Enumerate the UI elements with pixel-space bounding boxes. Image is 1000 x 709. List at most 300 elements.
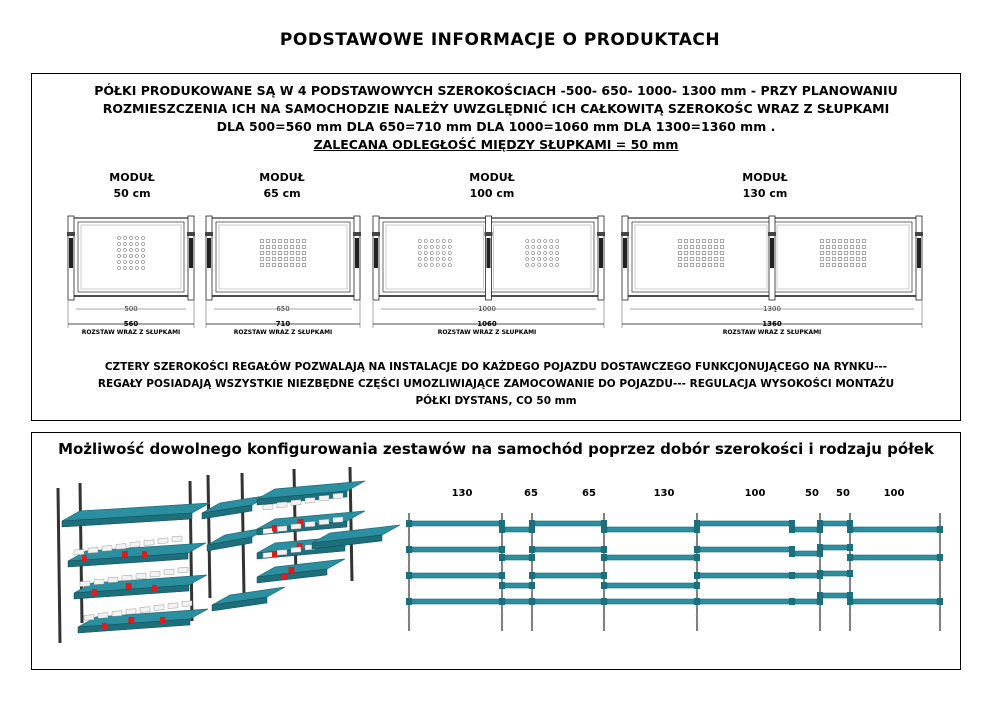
iso-grid-cell [80,581,90,587]
vent-hole [844,246,848,249]
iso-grid-cell [154,605,164,611]
vent-hole [820,240,824,243]
vent-hole [129,254,132,257]
iso-red-clip [272,551,277,557]
front-shelf [505,599,529,604]
vent-hole [684,264,688,267]
iso-grid-cell [263,528,273,534]
vent-hole [544,239,547,242]
post-clip [353,232,361,236]
vent-hole [690,246,694,249]
vent-hole [538,263,541,266]
vent-hole [526,245,529,248]
iso-grid-cell [319,495,329,501]
vent-hole [424,257,427,260]
vent-hole [278,252,282,255]
vent-hole [272,264,276,267]
vent-hole [296,264,300,267]
shelf-panel-inner [219,225,347,289]
vent-hole [117,260,120,263]
vent-hole [826,264,830,267]
vent-hole [690,252,694,255]
vent-hole [302,258,306,261]
vent-hole [720,258,724,261]
shelf-bracket [529,546,535,553]
front-shelf [700,547,789,552]
post-bracket [374,238,378,268]
vent-hole [720,252,724,255]
vent-hole [278,246,282,249]
vent-hole [442,245,445,248]
vent-hole [862,240,866,243]
vent-hole [296,246,300,249]
shelf-bracket [529,554,535,561]
module-65-label: MODUŁ 65 cm [259,171,305,200]
vent-hole [556,245,559,248]
iso-grid-cell [277,550,287,556]
iso-grid-cell [172,536,182,542]
front-shelf [535,521,601,526]
intro-line-4: ZALECANA ODLEGŁOŚĆ MIĘDZY SŁUPKAMI = 50 mm [313,137,679,152]
vent-hole [135,248,138,251]
front-shelf [412,599,499,604]
post-clip [621,232,629,236]
vent-hole [272,246,276,249]
front-shelf [607,555,694,560]
vent-hole [820,246,824,249]
vent-hole [141,242,144,245]
vent-hole [526,263,529,266]
vent-hole [862,264,866,267]
iso-red-clip [160,617,165,623]
vent-hole [678,252,682,255]
iso-grid-cell [319,519,329,525]
vent-hole [556,239,559,242]
module-50-outer: 560 [123,320,139,328]
shelf-bracket [601,526,607,533]
vent-hole [266,252,270,255]
column-width-label: 100 [883,488,905,499]
vent-hole [838,246,842,249]
vent-hole [684,252,688,255]
iso-grid-cell [74,549,84,555]
page-title: PODSTAWOWE INFORMACJE O PRODUKTACH [279,30,721,50]
vent-hole [850,246,854,249]
shelf-bracket [406,598,412,605]
iso-post [58,488,60,643]
vent-hole [448,263,451,266]
vent-hole [826,258,830,261]
shelf-bracket [601,572,607,579]
vent-hole [856,252,860,255]
vent-hole [266,258,270,261]
configuration-panel [31,432,961,670]
shelf-bracket [817,550,823,557]
vent-hole [266,264,270,267]
vent-hole [856,264,860,267]
front-shelf [607,583,694,588]
vent-hole [135,242,138,245]
shelf-bracket [694,520,700,527]
module-65-outer: 710 [275,320,291,328]
vent-hole [702,258,706,261]
vent-hole [448,239,451,242]
shelf-bracket [694,554,700,561]
vent-hole [856,258,860,261]
iso-grid-cell [158,538,168,544]
front-shelf [795,573,817,578]
vent-hole [532,251,535,254]
configuration-heading: Możliwość dowolnego konfigurowania zestawów na samochód poprzez dobór szerokości i rodzaju półek [58,440,934,458]
vent-hole [820,258,824,261]
vent-hole [678,258,682,261]
iso-grid-cell [94,579,104,585]
vent-hole [532,257,535,260]
vent-hole [696,240,700,243]
vent-hole [278,258,282,261]
vent-hole [708,240,712,243]
vent-hole [832,258,836,261]
vent-hole [838,252,842,255]
vent-hole [260,246,264,249]
iso-grid-cell [263,552,273,558]
vent-hole [708,252,712,255]
vent-hole [284,240,288,243]
vent-hole [436,257,439,260]
vent-hole [129,260,132,263]
vent-hole [129,248,132,251]
iso-grid-cell [305,521,315,527]
vent-hole [302,246,306,249]
vent-hole [418,251,421,254]
iso-grid-cell [144,540,154,546]
vent-hole [436,239,439,242]
iso-grid-cell [291,524,301,530]
iso-grid-cell [84,615,94,621]
post-clip [768,232,776,236]
vent-hole [117,242,120,245]
iso-red-clip [152,585,157,591]
front-shelf [412,547,499,552]
vent-hole [684,258,688,261]
vent-hole [544,263,547,266]
shelf-bracket [499,598,505,605]
vent-hole [532,263,535,266]
iso-grid-cell [168,603,178,609]
vent-hole [302,252,306,255]
vent-hole [720,264,724,267]
vent-hole [850,252,854,255]
vent-hole [442,257,445,260]
shelf-bracket [694,572,700,579]
vent-hole [284,252,288,255]
post-clip [187,232,195,236]
shelf-bracket [847,520,853,527]
vent-hole [844,240,848,243]
vent-hole [844,252,848,255]
vent-hole [272,240,276,243]
shelf-panel-inner [386,225,484,289]
footer-line-1: CZTERY SZEROKOŚCI REGAŁÓW POZWALAJĄ NA INSTALACJE DO KAŻDEGO POJAZDU DOSTAWCZEGO FUNKCJONUJĄCEGO NA RYNKU--- [104,361,888,373]
vent-hole [702,246,706,249]
vent-hole [442,239,445,242]
shelf-bracket [601,582,607,589]
shelf-bracket [529,520,535,527]
vent-hole [838,240,842,243]
module-65-inner: 650 [276,305,290,313]
iso-grid-cell [333,493,343,499]
vent-hole [129,242,132,245]
iso-grid-cell [305,497,315,503]
vent-hole [526,257,529,260]
iso-grid-cell [108,577,118,583]
vent-hole [123,260,126,263]
vent-hole [418,239,421,242]
vent-hole [436,245,439,248]
vent-hole [296,252,300,255]
vent-hole [296,258,300,261]
vent-hole [832,246,836,249]
front-shelf [505,555,529,560]
vent-hole [850,258,854,261]
vent-hole [720,246,724,249]
shelf-panel [383,222,487,292]
vent-hole [436,263,439,266]
shelf-panel [491,222,595,292]
vent-hole [714,252,718,255]
iso-grid-cell [164,569,174,575]
vent-hole [430,263,433,266]
vent-hole [832,240,836,243]
vent-hole [684,240,688,243]
vent-hole [442,263,445,266]
shelf-bracket [601,520,607,527]
vent-hole [856,240,860,243]
shelf-bracket [789,598,795,605]
vent-hole [690,240,694,243]
post-bracket [355,238,359,268]
vent-hole [117,236,120,239]
shelf-bracket [529,598,535,605]
shelf-bracket [499,520,505,527]
vent-hole [550,263,553,266]
vent-hole [538,239,541,242]
vent-hole [260,258,264,261]
vent-hole [708,264,712,267]
vent-hole [418,245,421,248]
shelf-bracket [937,598,943,605]
vent-hole [272,252,276,255]
vent-hole [284,246,288,249]
vent-hole [135,266,138,269]
iso-grid-cell [98,613,108,619]
post-bracket [189,238,193,268]
vent-hole [850,240,854,243]
shelf-bracket [789,520,795,527]
module-100-caption: ROZSTAW WRAZ Z SŁUPKAMI [437,329,537,336]
front-shelf [412,573,499,578]
column-width-label: 100 [744,488,766,499]
front-shelf [535,599,601,604]
vent-hole [442,251,445,254]
vent-hole [123,254,126,257]
vent-hole [141,266,144,269]
shelf-bracket [694,546,700,553]
vent-hole [129,236,132,239]
footer-line-2: REGAŁY POSIADAJĄ WSZYSTKIE NIEZBĘDNE CZĘŚCI UMOZLIWIAJĄCE ZAMOCOWANIE DO POJAZDU--- REGULACJA WYSOKOŚCI MONTAŻU [97,378,895,390]
vent-hole [260,240,264,243]
shelf-bracket [847,598,853,605]
front-shelf [700,573,789,578]
shelf-bracket [499,582,505,589]
vent-hole [448,257,451,260]
vent-hole [290,246,294,249]
iso-grid-cell [140,607,150,613]
vent-hole [424,263,427,266]
iso-red-clip [282,573,287,579]
front-shelf [823,593,847,598]
vent-hole [690,264,694,267]
vent-hole [714,246,718,249]
shelf-bracket [847,554,853,561]
iso-red-clip [102,623,107,629]
iso-red-bracket [128,617,134,623]
vent-hole [850,264,854,267]
post-bracket [69,238,73,268]
shelf-panel-inner [777,225,909,289]
vent-hole [696,246,700,249]
shelf-panel-inner [81,225,181,289]
intro-line-3: DLA 500=560 mm DLA 650=710 mm DLA 1000=1060 mm DLA 1300=1360 mm . [216,119,776,134]
vent-hole [684,246,688,249]
vent-hole [714,240,718,243]
intro-line-2: ROZMIESZCZENIA ICH NA SAMOCHODZIE NALEŻY UWZGLĘDNIĆ ICH CAŁKOWITĄ SZEROKOŚC WRAZ Z SŁUPKAMI [102,101,890,116]
post-bracket [487,238,491,268]
shelf-bracket [789,572,795,579]
shelf-bracket [937,526,943,533]
front-shelf [853,599,937,604]
front-shelf [795,551,817,556]
vent-hole [123,266,126,269]
footer-text [32,359,960,410]
vent-hole [550,239,553,242]
vent-hole [678,246,682,249]
vent-hole [302,264,306,267]
vent-hole [702,264,706,267]
module-100-label: MODUŁ 100 cm [469,171,515,200]
vent-hole [544,251,547,254]
shelf-bracket [817,592,823,599]
vent-hole [556,257,559,260]
vent-hole [832,252,836,255]
vent-hole [448,245,451,248]
shelf-bracket [529,572,535,579]
vent-hole [538,251,541,254]
column-width-label: 65 [582,488,596,499]
vent-hole [302,240,306,243]
shelf-bracket [847,570,853,577]
column-width-label: 130 [451,488,473,499]
iso-grid-cell [178,567,188,573]
post-bracket [917,238,921,268]
front-shelf [823,545,847,550]
vent-hole [424,251,427,254]
shelf-panel-inner [494,225,592,289]
vent-hole [284,258,288,261]
vent-hole [260,264,264,267]
shelf-bracket [601,546,607,553]
vent-hole [862,252,866,255]
vent-hole [714,258,718,261]
vent-hole [141,236,144,239]
shelf-bracket [847,544,853,551]
front-view-shelf-configuration [406,513,943,631]
vent-hole [123,242,126,245]
product-info-panel [31,73,961,421]
iso-grid-cell [122,575,132,581]
post-clip [67,232,75,236]
front-shelf [700,599,789,604]
vent-hole [532,239,535,242]
shelf-illustrations [32,433,960,669]
shelf-bracket [499,554,505,561]
vent-hole [290,252,294,255]
vent-hole [135,260,138,263]
vent-hole [838,258,842,261]
iso-red-clip [82,555,87,561]
vent-hole [696,258,700,261]
vent-hole [678,240,682,243]
vent-hole [117,248,120,251]
iso-grid-cell [150,571,160,577]
post-bracket [770,238,774,268]
front-shelf [535,547,601,552]
shelf-panel [774,222,912,292]
post-clip [485,232,493,236]
vent-hole [820,252,824,255]
module-50-label: MODUŁ 50 cm [109,171,155,200]
front-shelf [505,527,529,532]
iso-red-bracket [289,567,295,573]
module-130-outer: 1360 [762,320,782,328]
iso-red-clip [142,551,147,557]
vent-hole [141,260,144,263]
shelf-bracket [694,598,700,605]
vent-hole [826,246,830,249]
vent-hole [526,239,529,242]
front-shelf [795,599,817,604]
vent-hole [278,264,282,267]
shelf-bracket [789,550,795,557]
post-bracket [623,238,627,268]
vent-hole [678,264,682,267]
vent-hole [708,246,712,249]
module-50-inner: 500 [124,305,138,313]
vent-hole [532,245,535,248]
iso-grid-cell [277,526,287,532]
column-width-label: 50 [805,488,819,499]
vent-hole [844,258,848,261]
shelf-panel [632,222,770,292]
module-130-caption: ROZSTAW WRAZ Z SŁUPKAMI [722,329,822,336]
post-bracket [207,238,211,268]
shelf-bracket [406,546,412,553]
vent-hole [135,236,138,239]
vent-hole [844,264,848,267]
vent-hole [820,264,824,267]
post-bracket [599,238,603,268]
shelf-bracket [789,526,795,533]
